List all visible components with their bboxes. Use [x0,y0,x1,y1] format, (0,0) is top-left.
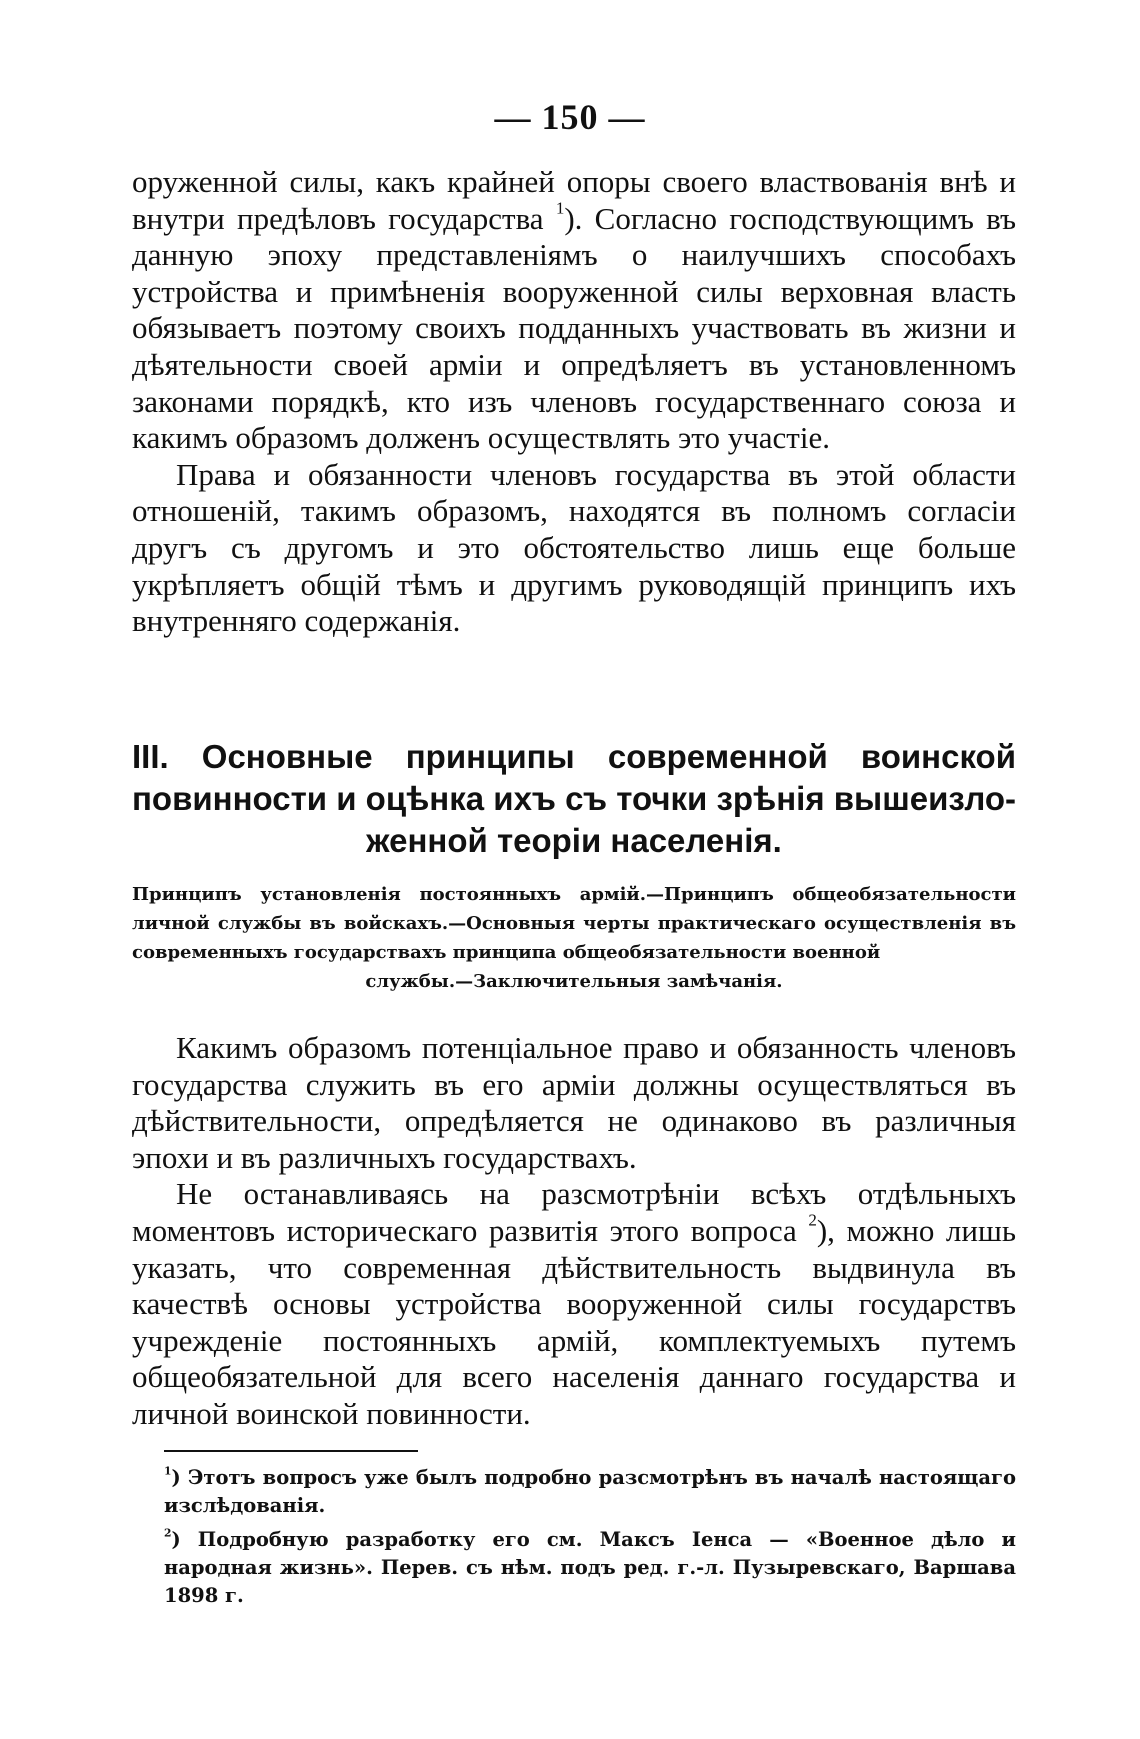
main-text-top [132,164,1016,640]
page-number: — 150 — [494,97,646,137]
paragraph-not-dwelling [132,1176,1016,1432]
section-heading-last-line: женной теоріи населенія. [366,822,782,859]
paragraph-text: ). Согласно господствующимъ въ данную эпоху представленіямъ о наилучшихъ способахъ устройства и примѣненія вооруженной силы верховная власть обязываетъ поэтому своихъ подданныхъ участвовать въ жизни и дѣятельности своей арміи и опредѣляетъ въ установленномъ законами порядкѣ, кто изъ членовъ государственнаго союза и какимъ образомъ долженъ осуществлять это участіе. [132,200,1016,456]
section-heading [132,736,1016,862]
footnote-ref-2: 2 [808,1210,817,1230]
footnote-ref-1: 1 [555,198,565,218]
footnote-mark: 1 [164,1464,172,1478]
footnote-text: ) Подробную разработку его см. Максъ Іенса — «Военное дѣло и народная жизнь». Перев. съ нѣм. подъ ред. г.-л. Пузыревскаго, Варшава 1898 г. [164,1528,1016,1607]
paragraph-potential-right: Какимъ образомъ потенціальное право и обязанность членовъ государства служить въ его арміи должны осуществляться въ дѣйствительности, опредѣляется не одинаково въ различныя эпохи и въ различныхъ государствахъ. [132,1030,1016,1175]
footnote-2 [164,1526,1016,1610]
section-heading-text: III. Основные принципы современной воинской повинности и оцѣнка ихъ съ точки зрѣнія вышеизло- [132,738,1017,817]
footnote-text: ) Этотъ вопросъ уже былъ подробно разсмотрѣнъ въ началѣ настоящаго изслѣдованія. [164,1466,1016,1517]
paragraph-text: Не останавливаясь на разсмотрѣніи всѣхъ отдѣльныхъ моментовъ историческаго развитія этого вопроса [132,1176,1016,1248]
main-text-bottom [132,1030,1016,1433]
footnote-divider [164,1450,418,1452]
section-summary-text: Принципъ установленія постоянныхъ армій.—Принципъ общеобязательности личной службы въ войскахъ.—Основныя черты практическаго осуществленія въ современныхъ государствахъ принципа общеобязательности военной [132,884,1016,963]
section-summary [132,880,1016,996]
paragraph-rights: Права и обязанности членовъ государства въ этой области отношеній, такимъ образомъ, находятся въ полномъ согласіи другъ съ другомъ и это обстоятельство лишь еще больше укрѣпляетъ общій тѣмъ и другимъ руководящій принципъ ихъ внутренняго содержанія. [132,456,1016,639]
paragraph-text: оруженной силы, какъ крайней опоры своего властвованія внѣ и внутри предѣловъ государства [132,164,1016,236]
footnote-1 [164,1464,1016,1520]
footnotes [164,1464,1016,1616]
section-summary-last-line: службы.—Заключительныя замѣчанія. [365,971,783,992]
paragraph-text: ), можно лишь указать, что современная дѣйствительность выдвинула въ качествѣ основы устройства вооруженной силы государствъ учрежденіе постоянныхъ армій, комплектуемыхъ путемъ общеобязательной для всего населенія даннаго государства и личной воинской повинности. [132,1212,1016,1431]
footnote-mark: 2 [164,1526,172,1540]
paragraph-continuation [132,164,1016,457]
